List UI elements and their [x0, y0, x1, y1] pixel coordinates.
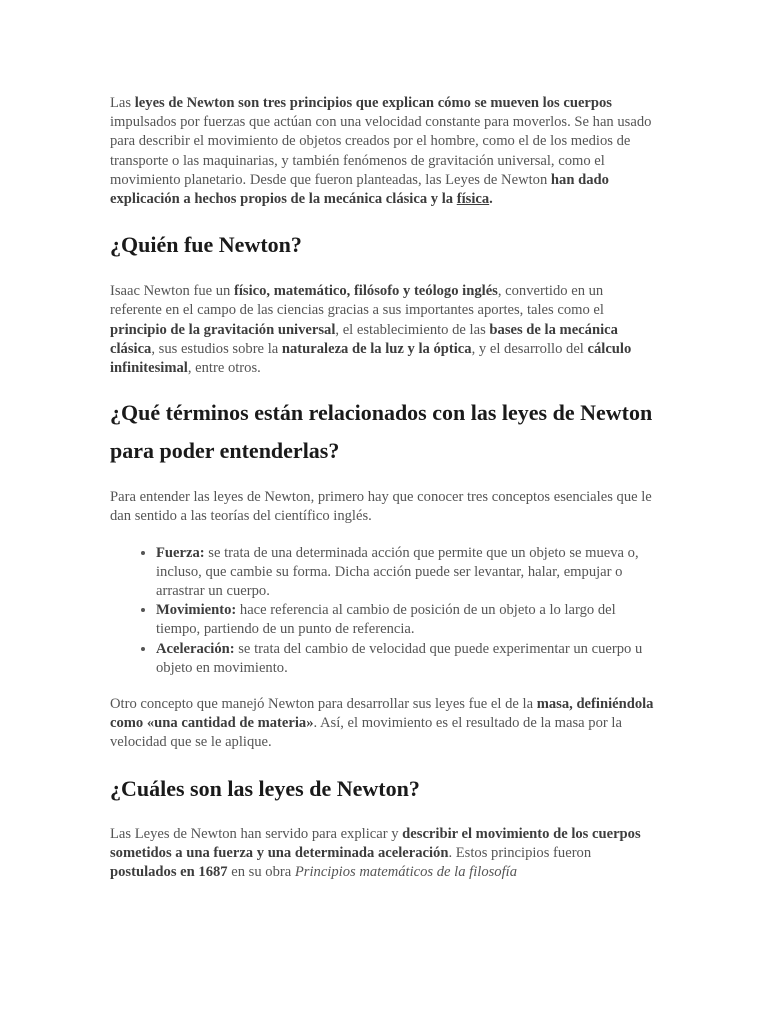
article-body: [110, 94, 658, 882]
heading-cuales-son-las-leyes: ¿Cuáles son las leyes de Newton?: [110, 775, 420, 801]
concepts-list: [110, 544, 658, 678]
fisica-link[interactable]: física: [456, 191, 490, 208]
mass-paragraph: Otro concepto que manejó Newton para desarrollar sus leyes fue el de la masa, definiéndola como «una cantidad de materia». Así, el movimiento es el resultado de la masa por la velocidad que se le aplique.: [110, 696, 654, 751]
laws-paragraph: Las Leyes de Newton han servido para explicar y describir el movimiento de los cuerpos sometidos a una fuerza y una determinada aceleración. Estos principios fueron postulados en 1687 en su obra Principios matemáticos de la filosofía: [110, 825, 641, 881]
heading-quien-fue-newton: ¿Quién fue Newton?: [110, 232, 302, 258]
concepts-intro-paragraph: Para entender las leyes de Newton, primero hay que conocer tres conceptos esenciales que le dan sentido a las teorías del científico inglés.: [110, 489, 652, 525]
list-item-fuerza: • Fuerza: se trata de una determinada acción que permite que un objeto se mueva o, incluso, que cambie su forma. Dicha acción puede ser levantar, halar, empujar o arrastrar un cuerpo.: [156, 544, 658, 602]
list-item-movimiento: • Movimiento: hace referencia al cambio de posición de un objeto a lo largo del tiempo, partiendo de un punto de referencia.: [156, 601, 658, 639]
newton-bio-paragraph: Isaac Newton fue un físico, matemático, filósofo y teólogo inglés, convertido en un referente en el campo de las ciencias gracias a sus importantes aportes, tales como el principio de la gravitación universal, el establecimiento de las bases de la mecánica clásica, sus estudios sobre la naturaleza de la luz y la óptica, y el desarrollo del cálculo infinitesimal, entre otros.: [110, 283, 632, 377]
heading-terminos-relacionados: ¿Qué términos están relacionados con las leyes de Newton para poder entenderlas?: [110, 400, 653, 464]
list-item-aceleracion: • Aceleración: se trata del cambio de velocidad que puede experimentar un cuerpo u objeto en movimiento.: [156, 640, 658, 678]
intro-paragraph: Las leyes de Newton son tres principios que explican cómo se mueven los cuerpos impulsados por fuerzas que actúan con una velocidad constante para moverlos. Se han usado para describir el movimiento de objetos creados por el hombre, como el de los medios de transporte o las maquinarias, y también fenómenos de gravitación universal, como el movimiento planetario. Desde que fueron planteadas, las Leyes de Newton han dado explicación a hechos propios de la mecánica clásica y la física.: [110, 95, 652, 208]
